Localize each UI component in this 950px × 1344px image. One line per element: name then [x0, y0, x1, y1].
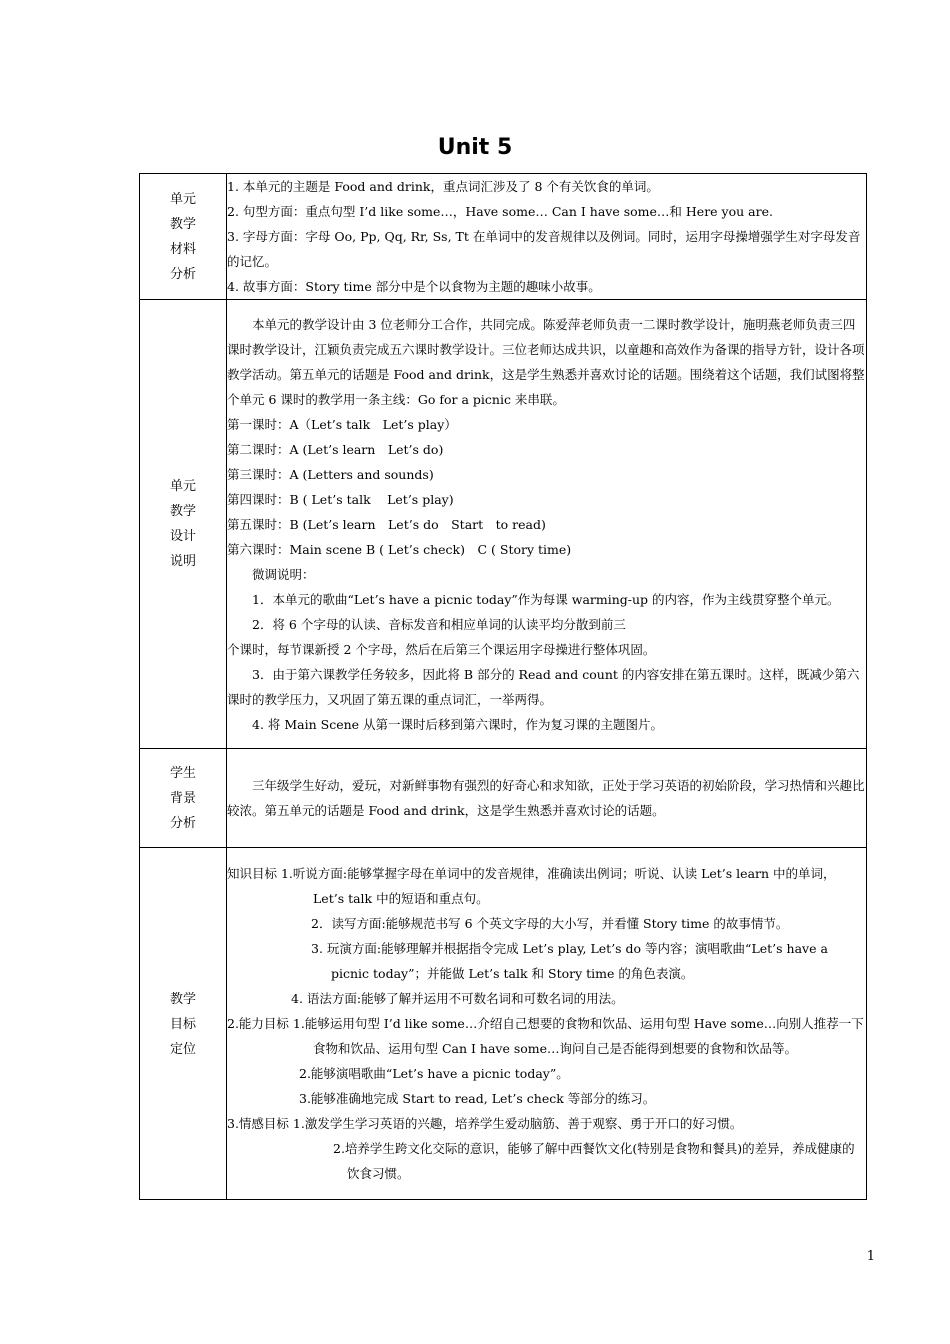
goal-line: 2.能够演唱歌曲“Let’s have a picnic today”。 — [299, 1066, 569, 1081]
row-goals — [140, 848, 867, 1200]
goal-line: 2.能力目标 1.能够运用句型 I’d like some…介绍自己想要的食物和饮品、运用句型 Have some…向别人推荐一下食物和饮品、运用句型 Can I have some…询问自己是否能得到想要的食物和饮品等。 — [227, 1016, 864, 1056]
materials-line: 1. 本单元的主题是 Food and drink，重点词汇涉及了 8 个有关饮食的单词。 — [227, 179, 659, 194]
goal-line: 2．读写方面:能够规范书写 6 个英文字母的大小写，并看懂 Story time 的故事情节。 — [311, 916, 789, 931]
note-title: 微调说明： — [252, 566, 315, 582]
note-line: 4. 将 Main Scene 从第一课时后移到第六课时，作为复习课的主题图片。 — [252, 716, 664, 732]
note-line: 2．将 6 个字母的认读、音标发音和相应单词的认读平均分散到前三 — [252, 616, 626, 632]
label-background: 学生 背景 分析 — [140, 749, 227, 848]
label-design: 单元 教学 设计 说明 — [140, 300, 227, 749]
page-number: 1 — [866, 1249, 875, 1264]
lesson-line: 第一课时：A（Let’s talk Let’s play） — [227, 416, 457, 432]
goal-line: 3. 玩演方面:能够理解并根据指令完成 Let’s play, Let’s do 等内容；演唱歌曲“Let’s have a picnic today”；并能做 Let’s talk 和 Story time 的角色表演。 — [311, 941, 828, 981]
unit-plan-table — [139, 173, 867, 1200]
background-text: 三年级学生好动，爱玩，对新鲜事物有强烈的好奇心和求知欲，正处于学习英语的初始阶段，学习热情和兴趣比较浓。第五单元的话题是 Food and drink，这是学生熟悉并喜欢讨论的话题。 — [227, 778, 865, 818]
lesson-line: 第二课时：A (Let’s learn Let’s do) — [227, 441, 444, 457]
materials-line: 2. 句型方面：重点句型 I’d like some…，Have some… Can I have some…和 Here you are. — [227, 204, 773, 219]
note-line-continued: 个课时，每节课新授 2 个字母，然后在后第三个课运用字母操进行整体巩固。 — [227, 641, 656, 657]
label-materials: 单元 教学 材料 分析 — [140, 174, 227, 300]
row-materials — [140, 174, 867, 300]
content-background — [227, 749, 867, 848]
goal-line: 3.能够准确地完成 Start to read, Let’s check 等部分的练习。 — [299, 1091, 656, 1106]
lesson-line: 第三课时：A (Letters and sounds) — [227, 466, 434, 482]
lesson-line: 第五课时：B (Let’s learn Let’s do Start to read) — [227, 516, 546, 532]
goal-line: 知识目标 1.听说方面:能够掌握字母在单词中的发音规律，准确读出例词；听说、认读 Let’s learn 中的单词，Let’s talk 中的短语和重点句。 — [227, 866, 836, 906]
row-design — [140, 300, 867, 749]
document-title: Unit 5 — [437, 135, 513, 160]
content-design — [227, 300, 867, 749]
goal-line: 4. 语法方面:能够了解并运用不可数名词和可数名词的用法。 — [291, 991, 624, 1006]
note-line: 3．由于第六课教学任务较多，因此将 B 部分的 Read and count 的内容安排在第五课时。这样，既减少第六课时的教学压力，又巩固了第五课的重点词汇，一举两得。 — [227, 666, 860, 707]
row-background — [140, 749, 867, 848]
note-line: 1．本单元的歌曲“Let’s have a picnic today”作为每课 warming-up 的内容，作为主线贯穿整个单元。 — [252, 591, 840, 607]
goal-line: 2.培养学生跨文化交际的意识，能够了解中西餐饮文化(特别是食物和餐具)的差异，养成健康的饮食习惯。 — [333, 1141, 855, 1181]
design-intro: 本单元的教学设计由 3 位老师分工合作，共同完成。陈爱萍老师负责一二课时教学设计，施明燕老师负责三四课时教学设计，江颖负责完成五六课时教学设计。三位老师达成共识，以童趣和高效作为备课的指导方针，设计各项教学活动。第五单元的话题是 Food and drink，这是学生熟悉并喜欢讨论的话题。围绕着这个话题，我们试图将整个单元 6 课时的教学用一条主线：Go for a picnic 来串联。 — [227, 316, 865, 407]
label-goals: 教学 目标 定位 — [140, 848, 227, 1200]
content-materials — [227, 174, 867, 300]
materials-line: 3. 字母方面：字母 Oo, Pp, Qq, Rr, Ss, Tt 在单词中的发音规律以及例词。同时，运用字母操增强学生对字母发音的记忆。 — [227, 229, 861, 269]
goal-line: 3.情感目标 1.激发学生学习英语的兴趣，培养学生爱动脑筋、善于观察、勇于开口的好习惯。 — [227, 1116, 743, 1131]
materials-line: 4. 故事方面：Story time 部分中是个以食物为主题的趣味小故事。 — [227, 279, 601, 294]
lesson-line: 第六课时：Main scene B ( Let’s check) C ( Story time) — [227, 541, 572, 557]
lesson-line: 第四课时：B ( Let’s talk Let’s play) — [227, 491, 454, 507]
content-goals — [227, 848, 867, 1200]
